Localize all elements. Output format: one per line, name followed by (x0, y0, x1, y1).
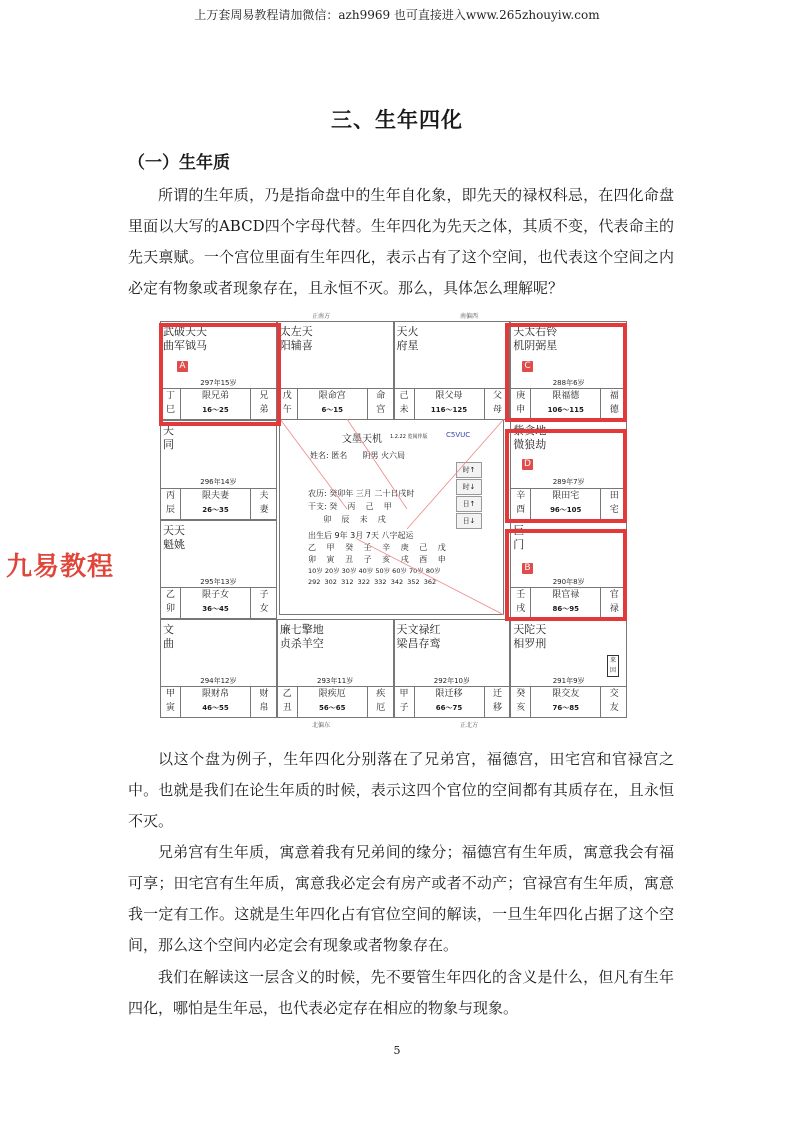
hour-down-button[interactable]: 时↓ (456, 479, 482, 495)
palace-gong: 父 母 (492, 391, 502, 416)
palace-limit-range: 106～115 (547, 406, 584, 415)
app-name: 文墨天机 (342, 434, 382, 445)
palace-age: 291年9岁 (552, 676, 585, 685)
highlight-box-d (505, 429, 627, 523)
palace-stem: 己 未 (395, 389, 415, 419)
paragraph-3: 兄弟宫有生年质，寓意着我有兄弟间的缘分；福德宫有生年质，寓意我会有福可享；田宅宫有生年质，寓意我必定会有房产或者不动产；官禄宫有生年质，寓意我一定有工作。这就是生年四化占有官位空间的解读，一旦生年四化占据了这个空间，那么这个空间内必定会有现象或者物象存在。 (128, 843, 674, 954)
palace-stars: 武破天天 曲军钺马 (163, 325, 207, 352)
palace-stem: 丙 辰 (161, 489, 181, 519)
palace-age: 293年11岁 (316, 676, 354, 685)
palace-stem: 癸 亥 (511, 687, 531, 717)
palace-age: 292年10岁 (433, 676, 471, 685)
palace-limit-name: 限田宅 (552, 490, 580, 501)
palace-limit-name: 限官禄 (552, 589, 580, 600)
palace-limit-name: 限命宫 (318, 391, 346, 402)
chart-code: C5VUC (446, 431, 471, 439)
direction-label: 北偏东 (312, 722, 331, 729)
palace-limit-range: 76～85 (552, 704, 579, 712)
palace-stars: 天 同 (163, 424, 174, 452)
palace-limit-range: 26～35 (202, 505, 229, 514)
page-number: 5 (393, 1044, 401, 1057)
palace-stem: 甲 子 (395, 687, 415, 717)
palace-age: 288年6岁 (552, 379, 585, 387)
hour-up-button[interactable]: 时↑ (456, 462, 482, 478)
side-stamp: 来因 (607, 655, 619, 677)
palace-gong: 兄 弟 (259, 391, 269, 416)
palace-stars: 天天 魁姚 (163, 523, 185, 551)
palace-stars: 天陀天 相罗刑 (513, 622, 547, 650)
center-name-line: 姓名: 匿名 阴男 火六局 (310, 451, 406, 460)
center-lunar-line: 农历: 癸卯年 三月 二十日戌时 (308, 489, 415, 498)
palace-stars: 廉七擎地 贞杀羊空 (279, 622, 324, 650)
palace-limit-name: 限父母 (435, 391, 463, 402)
astrology-chart (147, 309, 635, 731)
palace-stars: 紫贪地 微狼劫 (513, 424, 547, 452)
palace-limit-range: 6～15 (321, 406, 344, 415)
palace-gong: 交 友 (609, 689, 619, 713)
page-header: 上万套周易教程请加微信：azh9969 也可直接进入www.265zhouyiw.com (194, 8, 600, 22)
palace-gong: 疾 厄 (376, 689, 386, 713)
palace-limit-name: 限疾厄 (318, 689, 346, 699)
palace-limit-range: 86～95 (552, 604, 579, 613)
palace-limit-range: 66～75 (435, 704, 463, 712)
palace-limit-range: 46～55 (202, 704, 229, 712)
palace-stars: 巨 门 (513, 523, 525, 551)
palace-age: 297年15岁 (200, 379, 237, 387)
palace-gong: 命 宫 (376, 391, 386, 416)
palace-stem: 乙 丑 (278, 687, 298, 717)
section-title: 三、生年四化 (331, 107, 463, 132)
center-luck-line: 出生后 9年 3月 7天 八字起运 (308, 531, 414, 540)
palace-limit-range: 36～45 (202, 604, 229, 613)
palace-limit-range: 16～25 (202, 406, 229, 415)
palace-limit-name: 限夫妻 (201, 490, 229, 501)
day-up-button[interactable]: 日↑ (456, 496, 482, 512)
palace-limit-name: 限财帛 (201, 689, 229, 699)
direction-label: 正北方 (460, 722, 479, 729)
palace-gong: 财 帛 (259, 689, 269, 713)
palace-limit-name: 限迁移 (435, 689, 463, 699)
palace-age: 296年14岁 (200, 478, 237, 487)
palace-stem: 丁 巳 (161, 389, 181, 419)
center-branch-line: 卯 辰 未 戌 (308, 515, 386, 524)
palace-gong: 迁 移 (492, 689, 502, 713)
center-stem-row: 乙 甲 癸 壬 辛 庚 己 戊 (308, 543, 450, 552)
palace-age: 290年8岁 (552, 577, 585, 586)
center-branch-row: 卯 寅 丑 子 亥 戌 酉 申 (308, 555, 450, 564)
palace-age: 295年13岁 (200, 577, 237, 586)
palace-limit-range: 116～125 (430, 406, 468, 415)
palace-stem: 壬 戌 (511, 588, 531, 618)
palace-limit-name: 限福德 (552, 391, 580, 402)
palace-stem: 庚 申 (511, 389, 531, 419)
center-age-row: 10岁 20岁 30岁 40岁 50岁 60岁 70岁 80岁 (308, 567, 441, 575)
direction-label: 南偏西 (460, 313, 479, 320)
palace-gong: 子 女 (259, 589, 269, 614)
palace-limit-name: 限子女 (201, 589, 229, 600)
paragraph-4: 我们在解读这一层含义的时候，先不要管生年四化的含义是什么，但凡有生年四化，哪怕是生年忌，也代表必定存在相应的物象与现象。 (128, 968, 674, 1017)
subsection-title: （一）生年质 (128, 153, 230, 173)
palace-stars: 太左天 阳辅喜 (279, 325, 313, 352)
palace-gong: 官 禄 (609, 589, 619, 614)
palace-age: 289年7岁 (552, 478, 585, 487)
tag-c: C (522, 361, 533, 372)
direction-label: 正南方 (312, 313, 331, 320)
palace-stem: 乙 卯 (161, 588, 181, 618)
palace-stars: 天文禄红 梁昌存鸾 (396, 622, 441, 650)
center-ganzhi-line: 干支: 癸 丙 己 甲 (308, 502, 392, 511)
palace-limit-name: 限兄弟 (201, 391, 229, 402)
watermark: 九易教程 (6, 552, 115, 582)
palace-gong: 田 宅 (609, 490, 619, 515)
palace-limit-range: 56～65 (319, 704, 346, 712)
app-version: 1.2.22 览阅伴版 (390, 434, 428, 440)
palace-gong: 夫 妻 (259, 490, 269, 515)
highlight-box-b (505, 529, 627, 621)
palace-stars: 天火 府星 (396, 325, 419, 352)
palace-limit-range: 96～105 (550, 505, 582, 514)
paragraph-2: 以这个盘为例子，生年四化分别落在了兄弟宫，福德宫，田宅宫和官禄宫之中。也就是我们在论生年质的时候，表示这四个官位的空间都有其质存在，且永恒不灭。 (128, 750, 674, 830)
highlight-box-a (159, 323, 281, 426)
palace-age: 294年12岁 (200, 676, 237, 685)
tag-a: A (177, 361, 188, 372)
palace-stem: 甲 寅 (161, 687, 181, 717)
palace-stars: 天太右铃 机阴弼星 (513, 325, 558, 352)
center-year-row: 292 302 312 322 332 342 352 362 (308, 578, 437, 586)
tag-b: B (522, 563, 533, 574)
palace-gong: 福 德 (609, 391, 619, 416)
tag-d: D (522, 459, 533, 470)
palace-stem: 戊 午 (278, 389, 298, 419)
palace-limit-name: 限交友 (552, 689, 580, 699)
highlight-box-c (505, 323, 627, 422)
palace-stem: 辛 酉 (511, 489, 531, 519)
day-down-button[interactable]: 日↓ (456, 513, 482, 529)
palace-stars: 文 曲 (163, 622, 174, 650)
paragraph-1: 所谓的生年质，乃是指命盘中的生年自化象，即先天的禄权科忌，在四化命盘里面以大写的ABCD四个字母代替。生年四化为先天之体，其质不变，代表命主的先天禀赋。一个宫位里面有生年四化，表示占有了这个空间，也代表这个空间之内必定有物象或者现象存在，且永恒不灭。那么，具体怎么理解呢？ (128, 186, 674, 297)
